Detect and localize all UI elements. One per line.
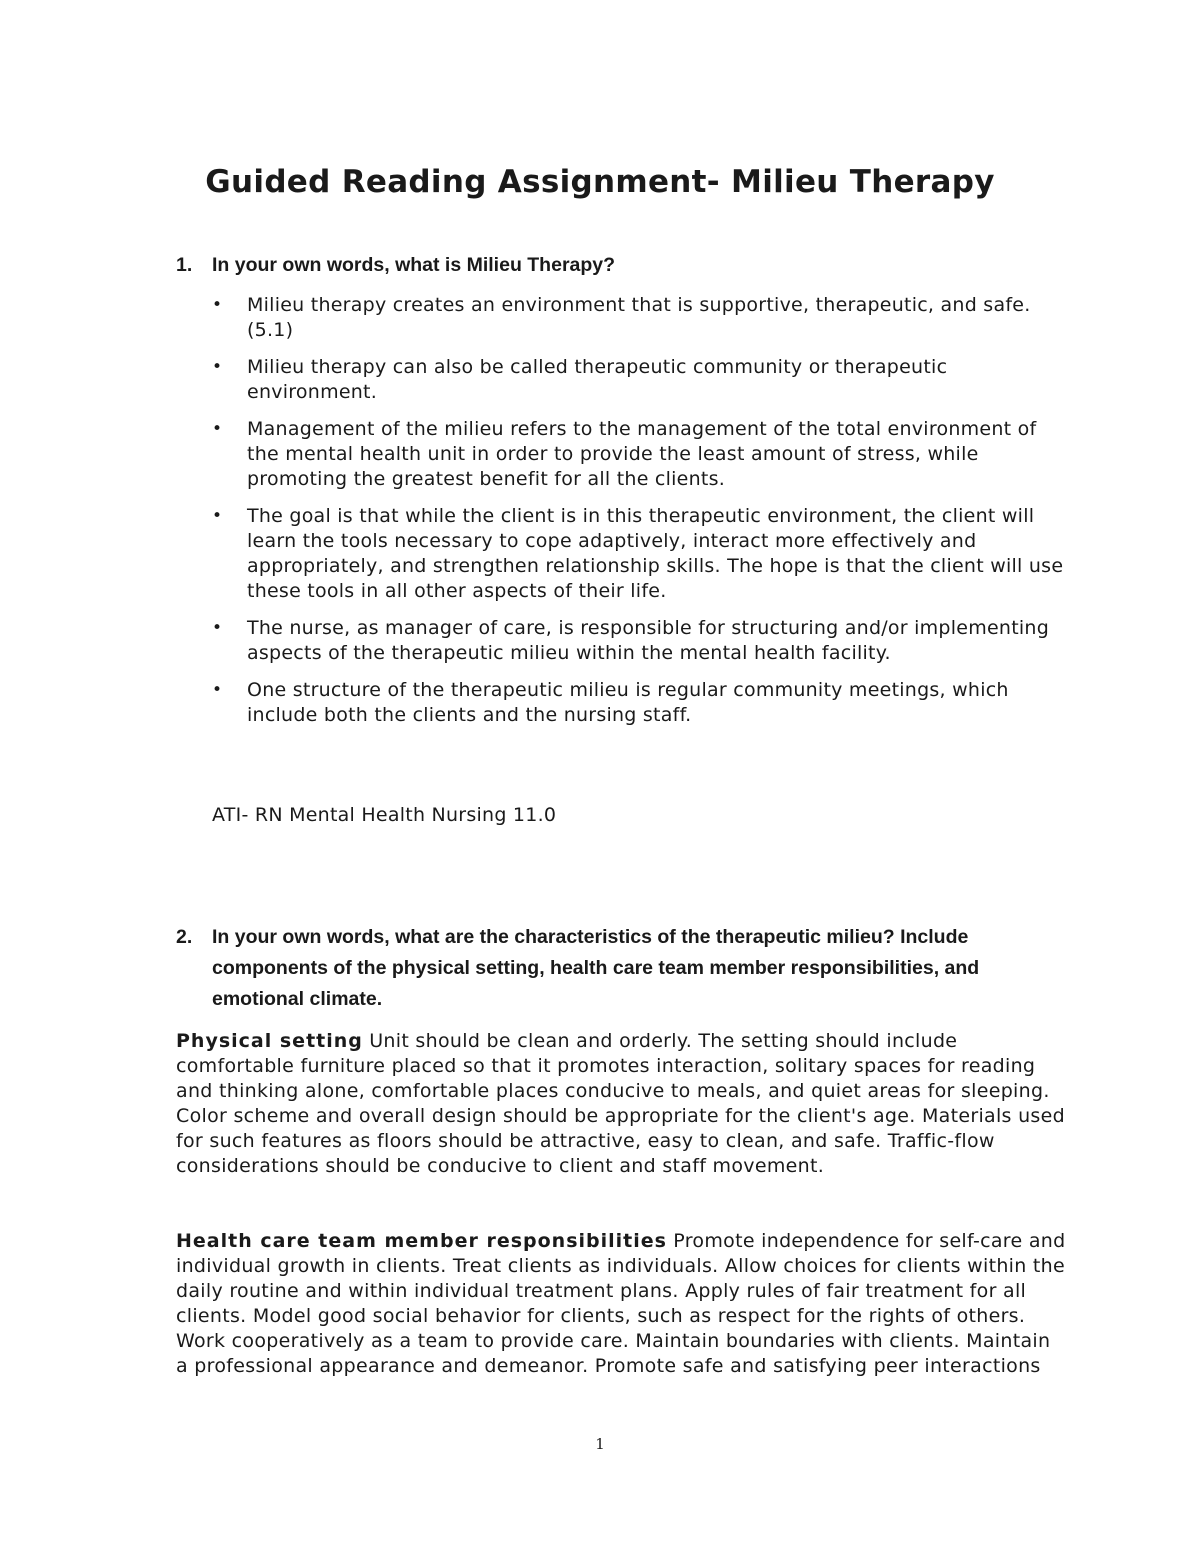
bullet-text: The nurse, as manager of care, is responsible for structuring and/or implementing aspects of the therapeutic milieu within the mental health facility. [247, 617, 1050, 664]
list-item [212, 417, 1072, 492]
bullet-text: Management of the milieu refers to the management of the total environment of the mental health unit in order to provide the least amount of stress, while promoting the greatest benefit for all the clients. [247, 418, 1037, 490]
team-responsibilities-body: Promote independence for self-care and individual growth in clients. Treat clients as individuals. Allow choices for clients within the daily routine and within individual treatment plans. Apply rules of fair treatment for all clients. Model good social behavior for clients, such as respect for the rights of others. Work cooperatively as a team to provide care. Maintain boundaries with clients. Maintain a professional appearance and demeanor. Promote safe and satisfying peer interactions [176, 1230, 1066, 1377]
question-2-number: 2. [176, 926, 193, 948]
question-1-number: 1. [176, 254, 193, 276]
bullet-text: The goal is that while the client is in this therapeutic environment, the client will learn the tools necessary to cope adaptively, interact more effectively and appropriately, and strengthen relationship skills. The hope is that the client will use these tools in all other aspects of their life. [247, 505, 1064, 602]
list-item [212, 678, 1072, 728]
physical-setting-heading: Physical setting [176, 1030, 363, 1052]
bullet-text: Milieu therapy can also be called therapeutic community or therapeutic environment. [247, 356, 948, 403]
bullet-icon: • [212, 295, 223, 315]
question-1-text: In your own words, what is Milieu Therapy? [212, 254, 616, 276]
question-1 [176, 250, 1076, 281]
team-responsibilities-paragraph [176, 1229, 1066, 1379]
list-item [212, 616, 1072, 666]
list-item [212, 504, 1072, 604]
page-number: 1 [595, 1435, 605, 1453]
question-2 [176, 922, 1076, 1015]
team-responsibilities-heading: Health care team member responsibilities [176, 1230, 667, 1252]
list-item [212, 293, 1072, 343]
question-2-text: In your own words, what are the characteristics of the therapeutic milieu? Include components of the physical setting, health care team member responsibilities, and emotional climate. [212, 926, 980, 1010]
bullet-text: Milieu therapy creates an environment that is supportive, therapeutic, and safe. (5.1) [247, 294, 1031, 341]
bullet-icon: • [212, 419, 223, 439]
source-citation: ATI- RN Mental Health Nursing 11.0 [212, 804, 557, 826]
bullet-icon: • [212, 357, 223, 377]
physical-setting-body: Unit should be clean and orderly. The setting should include comfortable furniture placed so that it promotes interaction, solitary spaces for reading and thinking alone, comfortable places conducive to meals, and quiet areas for sleeping. Color scheme and overall design should be appropriate for the client's age. Materials used for such features as floors should be attractive, easy to clean, and safe. Traffic-flow considerations should be conducive to client and staff movement. [176, 1030, 1065, 1177]
list-item [212, 355, 1072, 405]
physical-setting-paragraph [176, 1029, 1066, 1179]
answer-1-bullet-list [212, 293, 1072, 740]
bullet-text: One structure of the therapeutic milieu is regular community meetings, which include both the clients and the nursing staff. [247, 679, 1009, 726]
bullet-icon: • [212, 506, 223, 526]
document-title: Guided Reading Assignment- Milieu Therapy [205, 164, 995, 200]
bullet-icon: • [212, 618, 223, 638]
bullet-icon: • [212, 680, 223, 700]
